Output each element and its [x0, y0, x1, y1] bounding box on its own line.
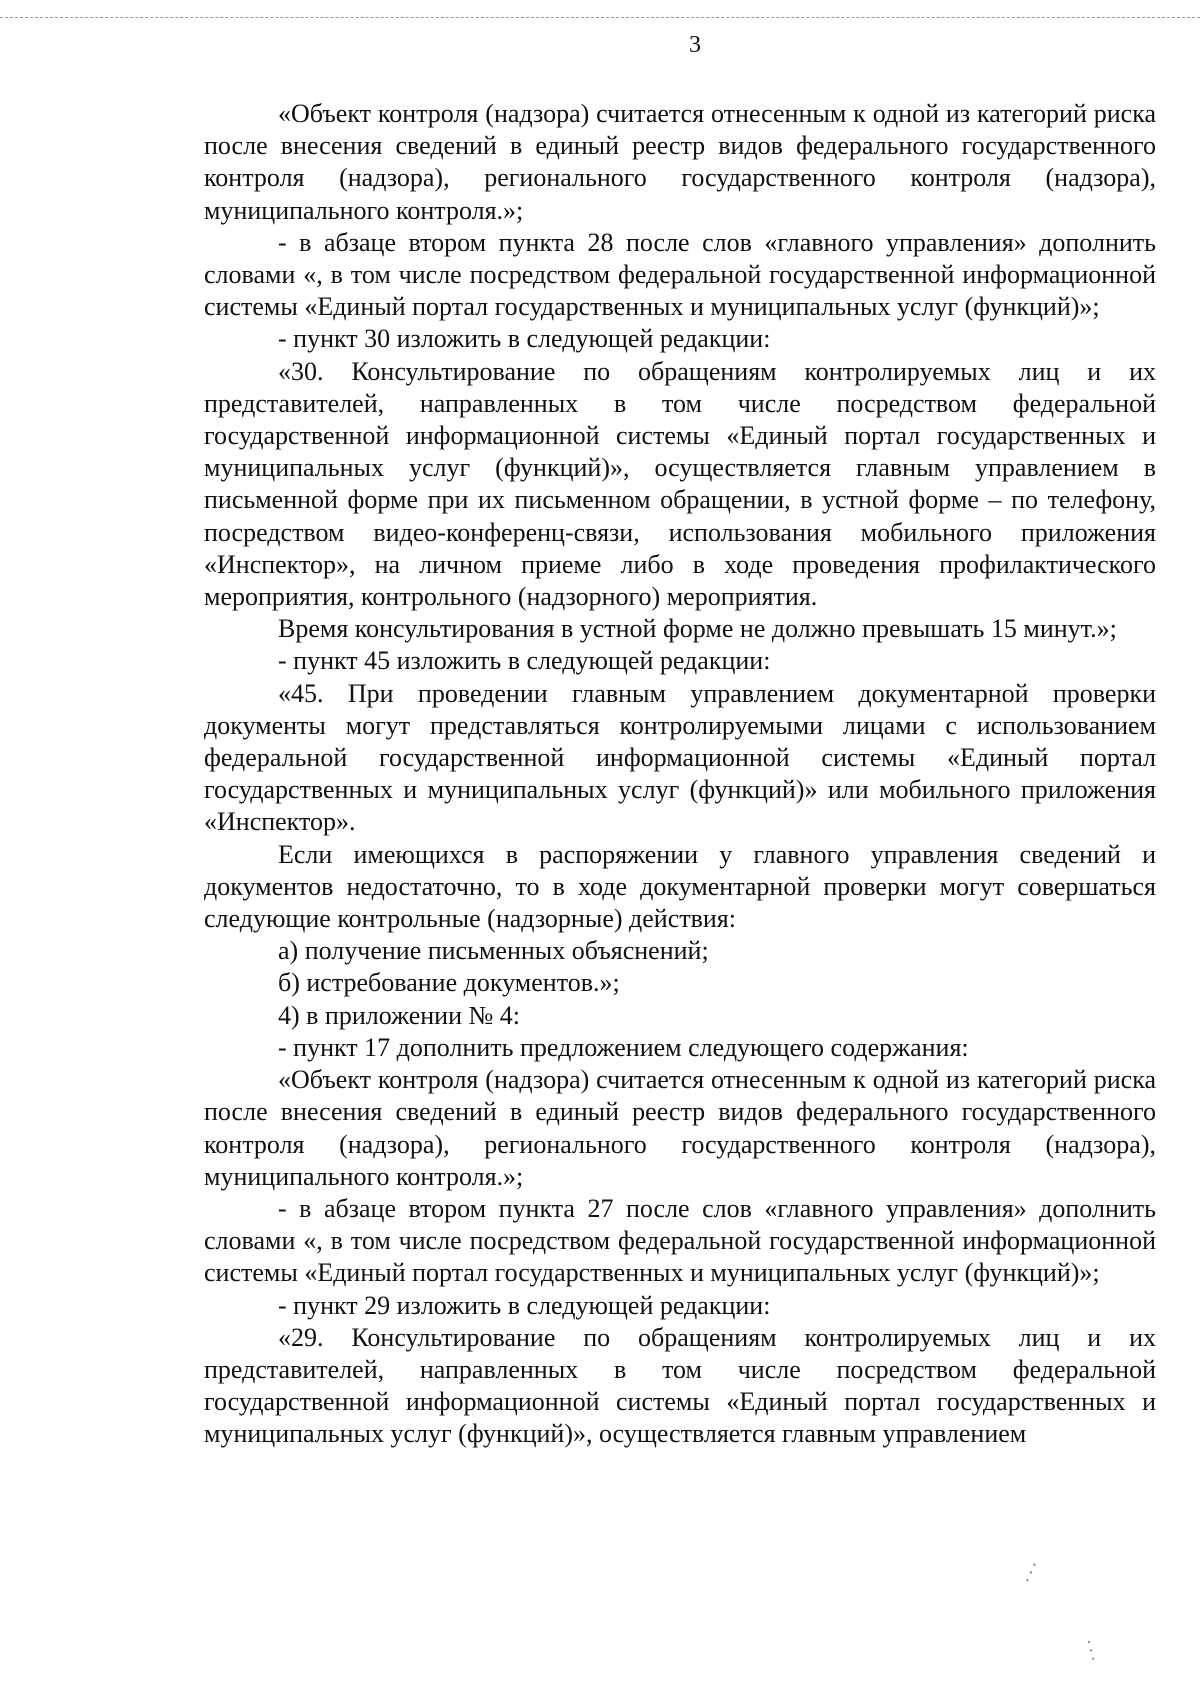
paragraph: - в абзаце втором пункта 27 после слов «главного управления» дополнить словами «, в том числе посредством федеральной государственной информационной системы «Единый портал государственных и муниципальных услуг (функций)»;: [204, 1193, 1156, 1288]
paragraph: «Объект контроля (надзора) считается отнесенным к одной из категорий риска после внесения сведений в единый реестр видов федерального государственного контроля (надзора), регионального государственного контроля (надзора), муниципального контроля.»;: [204, 99, 1156, 225]
paragraph: - пункт 30 изложить в следующей редакции:: [278, 324, 771, 354]
paragraph: 4) в приложении № 4:: [278, 1000, 521, 1030]
paragraph: «29. Консультирование по обращениям контролируемых лиц и их представителей, направленных в том числе посредством федеральной государственной информационной системы «Единый портал государственных и муниципальных услуг (функций)», осуществляется главным управлением: [204, 1322, 1156, 1449]
paragraph: - пункт 29 изложить в следующей редакции:: [278, 1290, 771, 1320]
scan-edge-line: [0, 17, 1200, 18]
paragraph: «30. Консультирование по обращениям контролируемых лиц и их представителей, направленных в том числе посредством федеральной государственной информационной системы «Единый портал государственных и муниципальных услуг (функций)», осуществляется главным управлением в письменной форме при их письменном обращении, в устной форме – по телефону, посредством видео-конференц-связи, использования мобильного приложения «Инспектор», на личном приеме либо в ходе проведения профилактического мероприятия, контрольного (надзорного) мероприятия.: [204, 356, 1156, 612]
scan-speck-mark: ⋰: [1018, 1559, 1044, 1586]
paragraph: Если имеющихся в распоряжении у главного управления сведений и документов недостаточно, то в ходе документарной проверки могут совершаться следующие контрольные (надзорные) действия:: [204, 839, 1156, 934]
paragraph: - пункт 45 изложить в следующей редакции:: [278, 646, 771, 676]
paragraph: - в абзаце втором пункта 28 после слов «главного управления» дополнить словами «, в том числе посредством федеральной государственной информационной системы «Единый портал государственных и муниципальных услуг (функций)»;: [204, 227, 1156, 322]
paragraph: а) получение письменных объяснений;: [278, 936, 709, 966]
paragraph: б) истребование документов.»;: [278, 968, 620, 998]
scan-speck-mark: ⋱: [1077, 1636, 1105, 1665]
document-body: [204, 98, 1156, 1451]
paragraph: - пункт 17 дополнить предложением следующего содержания:: [278, 1032, 969, 1062]
paragraph: «Объект контроля (надзора) считается отнесенным к одной из категорий риска после внесения сведений в единый реестр видов федерального государственного контроля (надзора), регионального государственного контроля (надзора), муниципального контроля.»;: [204, 1065, 1156, 1191]
paragraph: Время консультирования в устной форме не должно превышать 15 минут.»;: [278, 614, 1117, 644]
paragraph: «45. При проведении главным управлением документарной проверки документы могут представляться контролируемыми лицами с использованием федеральной государственной информационной системы «Единый портал государственных и муниципальных услуг (функций)» или мобильного приложения «Инспектор».: [204, 678, 1156, 837]
page-number: 3: [689, 32, 701, 58]
